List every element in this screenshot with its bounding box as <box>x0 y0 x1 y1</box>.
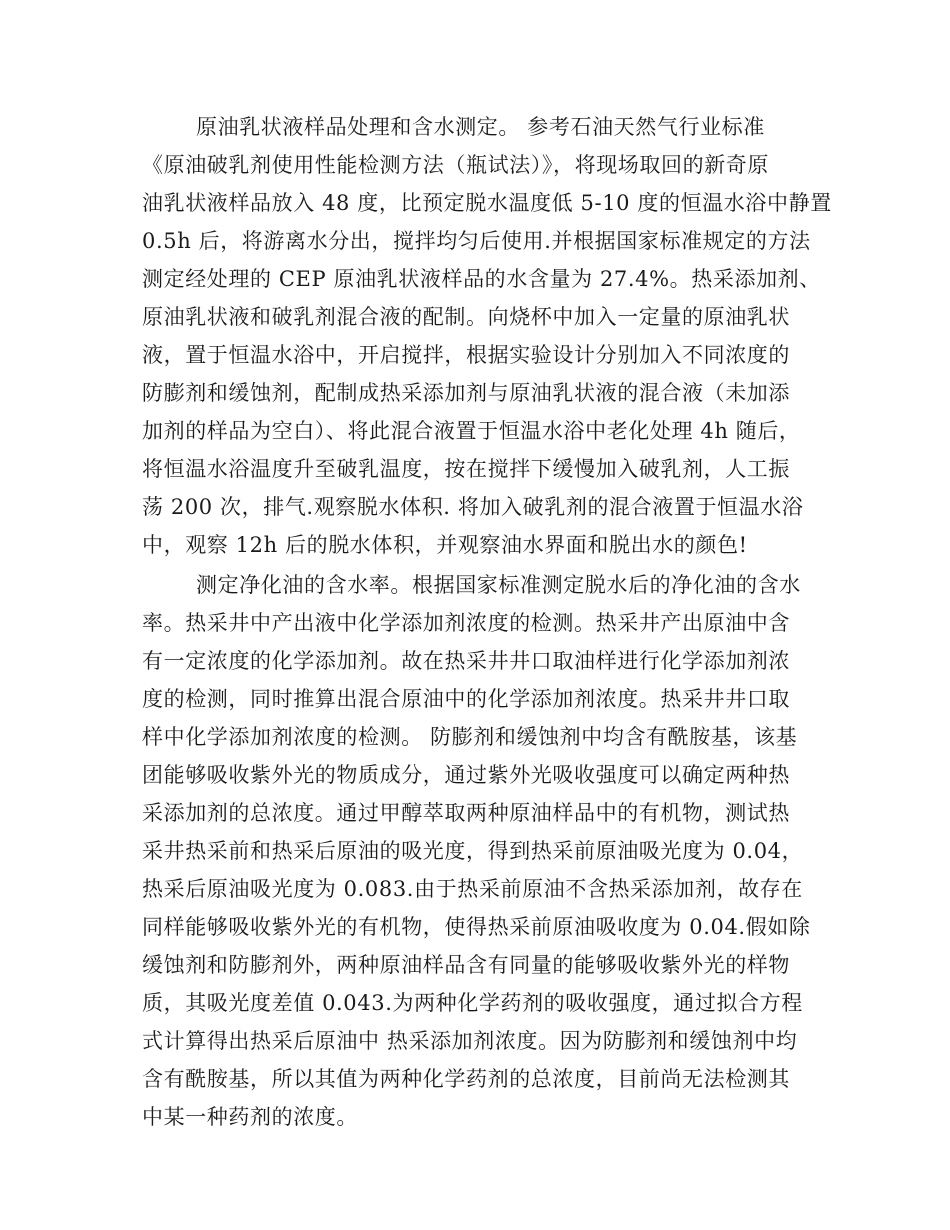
text-line: 团能够吸收紫外光的物质成分，通过紫外光吸收强度可以确定两种热 <box>142 763 790 787</box>
text-line: 采添加剂的总浓度。通过甲醇萃取两种原油样品中的有机物，测试热 <box>142 801 790 825</box>
text-line: 将恒温水浴温度升至破乳温度，按在搅拌下缓慢加入破乳剂，人工振 <box>142 457 790 481</box>
text-line: 样中化学添加剂浓度的检测。 防膨剂和缓蚀剂中均含有酰胺基，该基 <box>142 725 798 749</box>
text-line: 油乳状液样品放入 48 度，比预定脱水温度低 5-10 度的恒温水浴中静置 <box>142 191 832 215</box>
text-line: 质，其吸光度差值 0.043.为两种化学药剂的吸收强度，通过拟合方程 <box>142 991 803 1015</box>
text-line: 原油乳状液和破乳剂混合液的配制。向烧杯中加入一定量的原油乳状 <box>142 305 790 329</box>
text-line: 液，置于恒温水浴中，开启搅拌，根据实验设计分别加入不同浓度的 <box>142 343 790 367</box>
text-line: 同样能够吸收紫外光的有机物，使得热采前原油吸收度为 0.04.假如除 <box>142 915 811 939</box>
text-line: 中，观察 12h 后的脱水体积，并观察油水界面和脱出水的颜色! <box>142 533 748 557</box>
text-line: 中某一种药剂的浓度。 <box>142 1105 358 1129</box>
text-line: 度的检测，同时推算出混合原油中的化学添加剂浓度。热采井井口取 <box>142 687 790 711</box>
paragraph-water-content-measurement <box>142 566 812 1136</box>
text-line: 采井热采前和热采后原油的吸光度，得到热采前原油吸光度为 0.04， <box>142 839 804 863</box>
text-line: 防膨剂和缓蚀剂，配制成热采添加剂与原油乳状液的混合液（未加添 <box>142 381 790 405</box>
text-line: 0.5h 后，将游离水分出，搅拌均匀后使用.并根据国家标准规定的方法 <box>142 229 811 253</box>
text-line: 含有酰胺基，所以其值为两种化学药剂的总浓度，目前尚无法检测其 <box>142 1067 790 1091</box>
text-line: 式计算得出热采后原油中 热采添加剂浓度。因为防膨剂和缓蚀剂中均 <box>142 1029 798 1053</box>
paragraph-sample-preparation <box>142 108 832 564</box>
text-line: 有一定浓度的化学添加剂。故在热采井井口取油样进行化学添加剂浓 <box>142 649 790 673</box>
text-line: 测定经处理的 CEP 原油乳状液样品的水含量为 27.4%。热采添加剂、 <box>142 267 821 291</box>
text-line: 热采后原油吸光度为 0.083.由于热采前原油不含热采添加剂，故存在 <box>142 877 803 901</box>
text-line: 荡 200 次，排气.观察脱水体积. 将加入破乳剂的混合液置于恒温水浴 <box>142 495 804 519</box>
text-line: 测定净化油的含水率。根据国家标准测定脱水后的净化油的含水 <box>196 573 801 597</box>
text-line: 加剂的样品为空白）、将此混合液置于恒温水浴中老化处理 4h 随后， <box>142 419 801 443</box>
text-line: 原油乳状液样品处理和含水测定。 参考石油天然气行业标准 <box>196 115 765 139</box>
text-line: 《原油破乳剂使用性能检测方法（瓶试法）》，将现场取回的新奇原 <box>142 153 769 177</box>
text-line: 率。热采井中产出液中化学添加剂浓度的检测。热采井产出原油中含 <box>142 611 790 635</box>
text-line: 缓蚀剂和防膨剂外，两种原油样品含有同量的能够吸收紫外光的样物 <box>142 953 790 977</box>
